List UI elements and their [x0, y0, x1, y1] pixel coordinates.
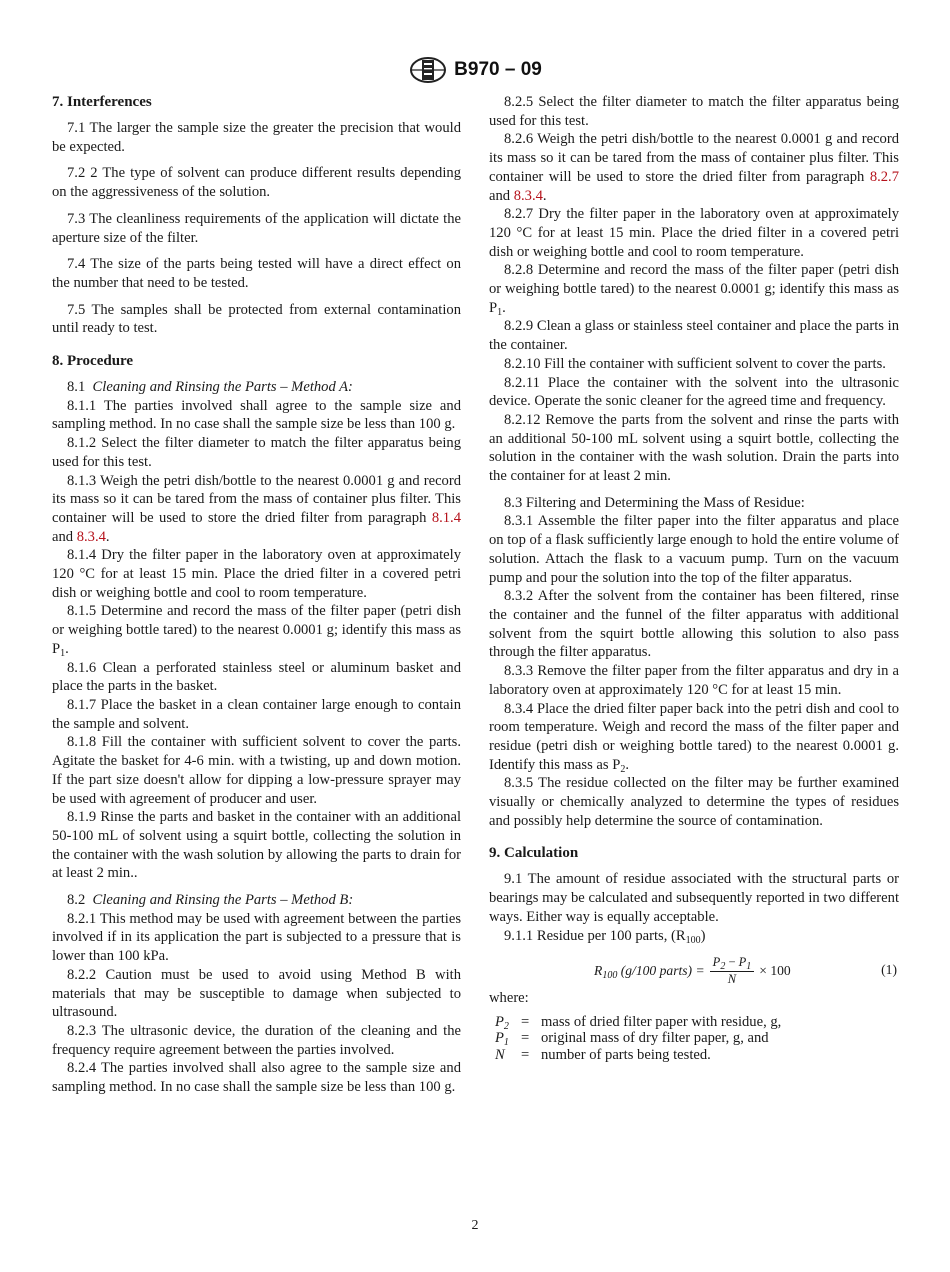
definition-row	[489, 1014, 899, 1031]
para-8-1-7: 8.1.7 Place the basket in a clean container large enough to contain the sample and solvent.	[52, 696, 461, 732]
para-8-2-7: 8.2.7 Dry the filter paper in the laboratory oven at approximately 120 °C for at least 15 min. Place the dried filter in a covered petri dish or weighing bottle and cool to room temperature.	[489, 206, 899, 260]
para-8-3: 8.3 Filtering and Determining the Mass of Residue:	[504, 494, 805, 511]
definition-text: mass of dried filter paper with residue, g,	[541, 1013, 782, 1030]
definition-equals: =	[521, 1030, 530, 1047]
definition-equals: =	[521, 1046, 530, 1063]
para-8-1-3: 8.1.3 Weigh the petri dish/bottle to the nearest 0.0001 g and record its mass so it can be tared from the mass of container plus filter. This container will be used to store the dried filter from paragraph 8.1.4 and 8.3.4.	[52, 472, 461, 545]
ref-link-8-1-4[interactable]: 8.1.4	[431, 509, 461, 526]
section-8-heading: 8. Procedure	[52, 353, 134, 370]
equation-number: (1)	[881, 962, 897, 978]
definition-row	[489, 1030, 899, 1047]
para-8-2-3: 8.2.3 The ultrasonic device, the duration of the cleaning and the frequency require agreement between the parties involved.	[52, 1022, 461, 1058]
definition-text: number of parts being tested.	[541, 1046, 711, 1063]
right-column	[489, 93, 899, 1063]
where-label: where:	[489, 990, 529, 1007]
para-7-2: 7.2 2 The type of solvent can produce different results depending on the aggressiveness of the solution.	[52, 165, 461, 201]
para-7-3: 7.3 The cleanliness requirements of the application will dictate the aperture size of the filter.	[52, 210, 461, 246]
para-8-1-9: 8.1.9 Rinse the parts and basket in the container with an additional 50-100 mL of solvent using a squirt bottle, collecting the solution in the container with the wash solution by allowing the parts to drain for at least 2 min..	[52, 809, 461, 882]
para-8-1-2: 8.1.2 Select the filter diameter to match the filter apparatus being used for this test.	[52, 435, 461, 470]
para-9-1-1: 9.1.1 Residue per 100 parts, $(R_{100})$	[504, 927, 706, 946]
definition-symbol: $P_2$	[495, 1013, 509, 1032]
para-8-2-8: 8.2.8 Determine and record the mass of the filter paper (petri dish or weighing bottle tared) to the nearest 0.0001 g; identify this mass as $P_1$.	[489, 262, 899, 318]
para-8-1-6: 8.1.6 Clean a perforated stainless steel or aluminum basket and place the parts in the basket.	[52, 659, 461, 695]
definition-symbol: N	[495, 1046, 505, 1063]
definition-row	[489, 1047, 899, 1064]
left-column	[52, 93, 461, 1097]
ref-link-8-3-4-b[interactable]: 8.3.4	[513, 187, 543, 204]
para-8-3-3: 8.3.3 Remove the filter paper from the filter apparatus and dry in a laboratory oven at approximately 120 °C for at least 15 min.	[489, 663, 899, 698]
equation-lhs: $R_{100}$ (g/100 parts) =	[594, 962, 705, 981]
para-8-2-9: 8.2.9 Clean a glass or stainless steel container and place the parts in the container.	[489, 318, 899, 354]
para-8-2-1: 8.2.1 This method may be used with agreement between the parties involved if in its application the part is subjected to a pressure that is lower than 100 kPa.	[52, 910, 461, 965]
definition-text: original mass of dry filter paper, g, and	[541, 1030, 769, 1047]
astm-logo-icon	[408, 56, 448, 84]
equation-1	[489, 949, 899, 989]
para-8-2-10: 8.2.10 Fill the container with sufficient solvent to cover the parts.	[504, 355, 886, 372]
para-8-1-8: 8.1.8 Fill the container with sufficient solvent to cover the parts. Agitate the basket for 4-6 min. with a twisting, up and down motion. If the part size doesn't allow for dipping a low-pressure sprayer may be used with agreement of producer and user.	[52, 734, 461, 807]
para-8-3-1: 8.3.1 Assemble the filter paper into the filter apparatus and place on top of a flask sufficiently large enough to hold the entire volume of solution. Attach the flask to a vacuum pump. Turn on the vacuum pump and pour the solution into the top of the filter apparatus.	[489, 513, 900, 586]
para-8-2-11: 8.2.11 Place the container with the solvent into the ultrasonic device. Operate the sonic cleaner for the agreed time and frequency.	[489, 374, 899, 410]
equation-denominator: N	[727, 972, 737, 987]
ref-link-8-3-4[interactable]: 8.3.4	[76, 528, 106, 545]
equation-body	[594, 955, 791, 987]
section-7-heading: 7. Interferences	[52, 94, 152, 110]
para-8-1-5: 8.1.5 Determine and record the mass of the filter paper (petri dish or weighing bottle tared) to the nearest 0.0001 g; identify this mass as $P_1$.	[52, 603, 461, 659]
para-8-2-5: 8.2.5 Select the filter diameter to match the filter apparatus being used for this test.	[489, 94, 899, 129]
para-8-2-6: 8.2.6 Weigh the petri dish/bottle to the nearest 0.0001 g and record its mass so it can be tared from the mass of container plus filter. This container will be used to store the dried filter from paragraph 8.2.7 and 8.3.4.	[489, 131, 899, 204]
equation-numerator: $P_2 - P_1$	[710, 955, 755, 972]
para-8-1: 8.1 Cleaning and Rinsing the Parts – Method A:	[67, 379, 353, 396]
page-number: 2	[471, 1218, 479, 1233]
para-8-2: 8.2 Cleaning and Rinsing the Parts – Method B:	[67, 892, 354, 909]
para-8-3-4: 8.3.4 Place the dried filter paper back into the petri dish and cool to room temperature. Weigh and record the mass of the filter paper and residue (petri dish or weighing bottle tared) to the nearest 0.0001 g. Identify this mass as $P_2$.	[489, 700, 899, 775]
equation-multiplier: × 100	[759, 962, 791, 978]
para-7-4: 7.4 The size of the parts being tested will have a direct effect on the number that need to be tested.	[52, 256, 461, 291]
equation-fraction	[710, 955, 755, 987]
ref-link-8-2-7[interactable]: 8.2.7	[869, 168, 899, 185]
document-designation: B970 – 09	[454, 59, 542, 80]
para-9-1: 9.1 The amount of residue associated with the structural parts or bearings may be calculated and subsequently reported in two different ways. Either way is equally acceptable.	[489, 871, 899, 925]
para-8-1-4: 8.1.4 Dry the filter paper in the laboratory oven at approximately 120 °C for at least 15 min. Place the dried filter in a covered petri dish or weighing bottle and cool to room temperature.	[52, 547, 461, 601]
definition-list	[489, 1014, 899, 1064]
para-8-2-2: 8.2.2 Caution must be used to avoid using Method B with materials that may be susceptible to damage when subjected to ultrasound.	[52, 966, 461, 1021]
para-8-2-4: 8.2.4 The parties involved shall also agree to the sample size and sampling method. In no case shall the sample size be less than 100 g.	[52, 1060, 461, 1096]
para-8-2-12: 8.2.12 Remove the parts from the solvent and rinse the parts with an additional 50-100 mL solvent using a squirt bottle, collecting the solution in the container with the wash solution. Drain the parts into the container for at least 2 min.	[489, 411, 899, 485]
para-8-3-5: 8.3.5 The residue collected on the filter may be further examined visually or chemically analyzed to determine the types of residues and possibly help determine the source of contamination.	[489, 775, 899, 829]
definition-equals: =	[521, 1013, 530, 1030]
para-7-1: 7.1 The larger the sample size the greater the precision that would be expected.	[52, 120, 461, 155]
page-header	[0, 56, 950, 84]
section-9-heading: 9. Calculation	[489, 845, 579, 862]
definition-symbol: $P_1$	[495, 1030, 509, 1049]
para-8-1-1: 8.1.1 The parties involved shall agree to the sample size and sampling method. In no case shall the sample size be less than 100 g.	[52, 397, 461, 433]
para-8-3-2: 8.3.2 After the solvent from the container has been filtered, rinse the container and the funnel of the filter apparatus with additional solvent from the squirt bottle allowing this solution to also pass through the filter apparatus.	[489, 588, 899, 661]
para-7-5: 7.5 The samples shall be protected from external contamination until ready to test.	[52, 301, 461, 337]
